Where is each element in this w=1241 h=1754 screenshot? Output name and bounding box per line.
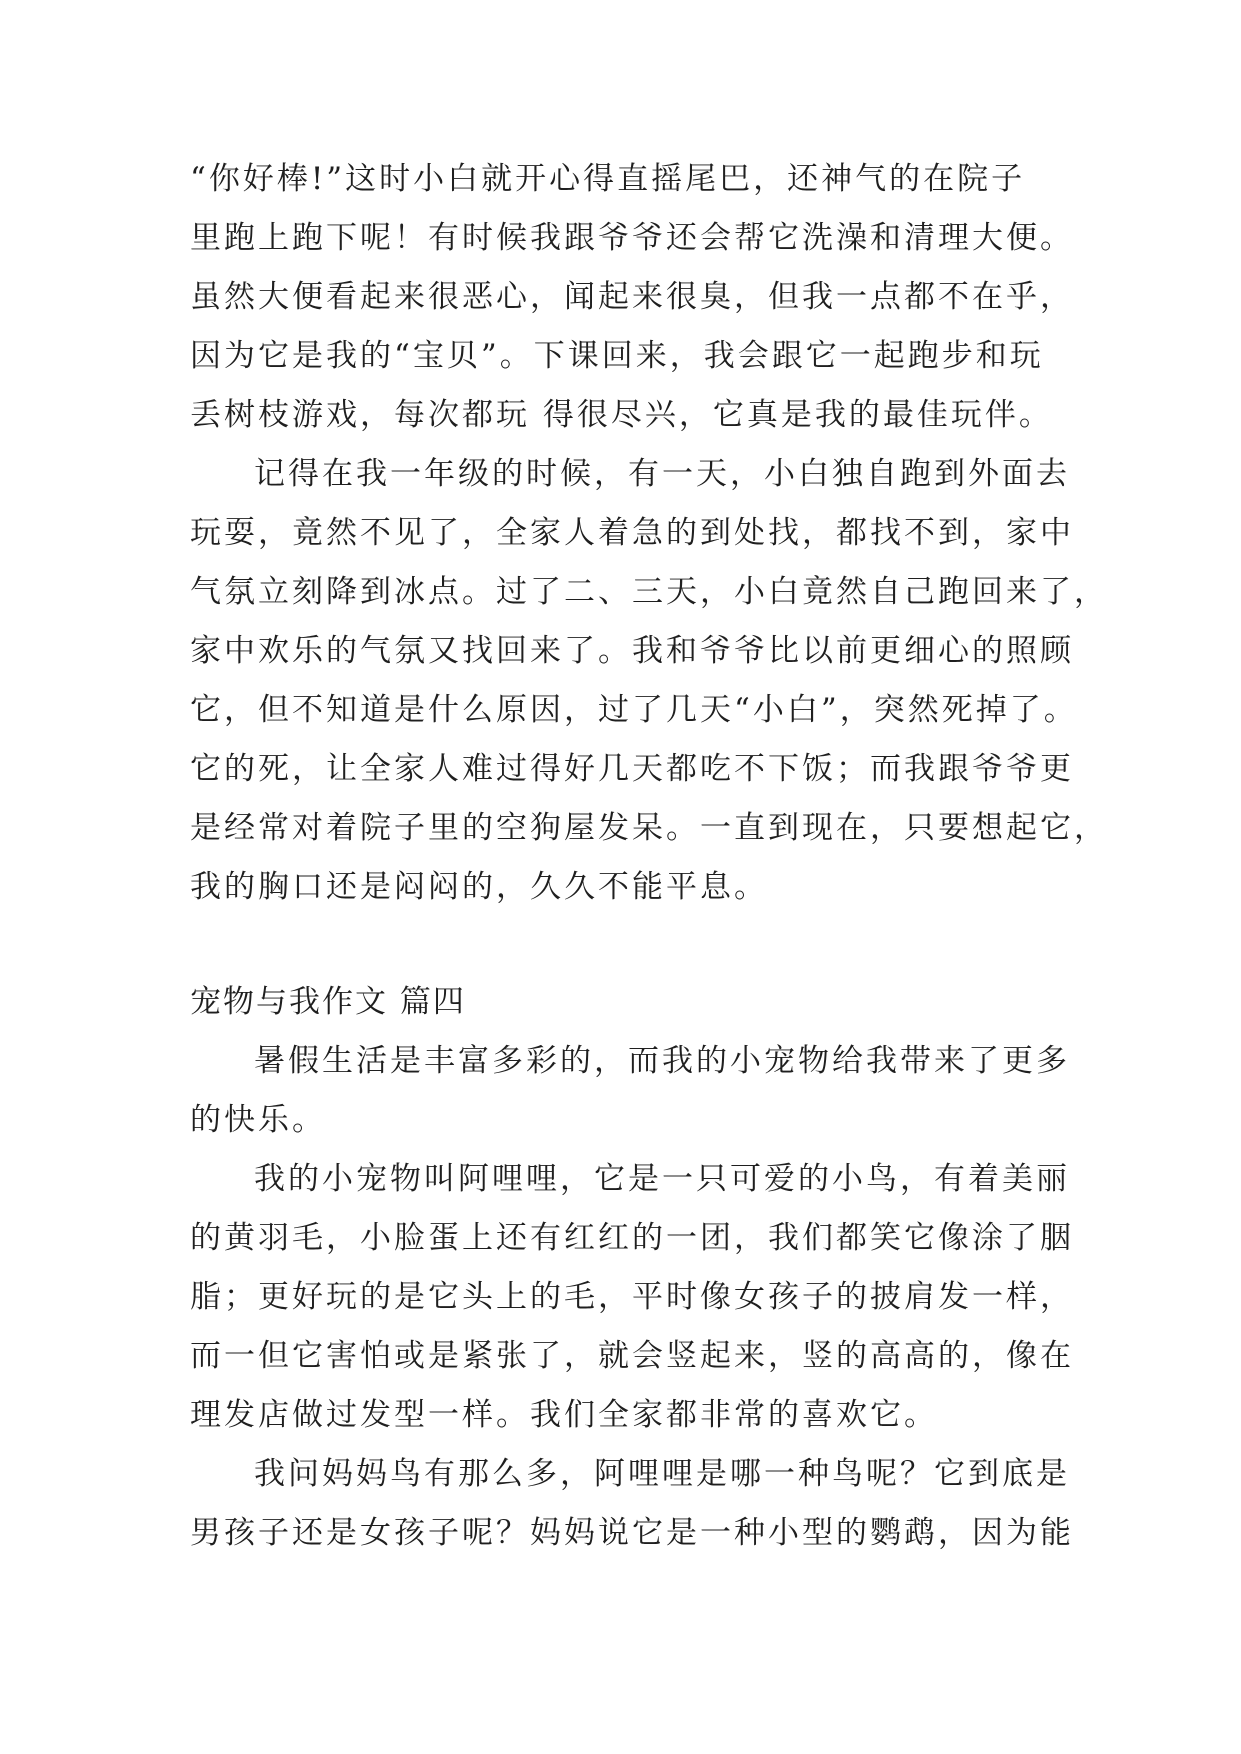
paragraph-gap [190, 917, 1070, 973]
text-line: 理发店做过发型一样。我们全家都非常的喜欢它。 [190, 1397, 938, 1433]
text-line: 我问妈妈鸟有那么多，阿哩哩是哪一种鸟呢？它到底是 [254, 1456, 1070, 1492]
paragraph-memory [190, 445, 1108, 917]
section-heading: 宠物与我作文 篇四 [190, 984, 466, 1020]
text-line: 记得在我一年级的时候，有一天，小白独自跑到外面去 [254, 456, 1070, 492]
text-line: 因为它是我的“宝贝”。下课回来，我会跟它一起跑步和玩 [190, 338, 1044, 374]
text-line: 气氛立刻降到冰点。过了二、三天，小白竟然自己跑回来了， [190, 574, 1108, 610]
text-line: 它的死，让全家人难过得好几天都吃不下饭；而我跟爷爷更 [190, 751, 1074, 787]
text-line: 脂；更好玩的是它头上的毛，平时像女孩子的披肩发一样， [190, 1279, 1074, 1315]
text-line: 暑假生活是丰富多彩的，而我的小宠物给我带来了更多 [254, 1043, 1070, 1079]
text-line: “你好棒!”这时小白就开心得直摇尾巴，还神气的在院子 [190, 161, 1026, 197]
text-line: 丢树枝游戏，每次都玩 得很尽兴，它真是我的最佳玩伴。 [190, 397, 1053, 433]
text-line: 是经常对着院子里的空狗屋发呆。一直到现在，只要想起它， [190, 810, 1108, 846]
text-line: 的快乐。 [190, 1102, 326, 1138]
text-line: 男孩子还是女孩子呢？妈妈说它是一种小型的鹦鹉，因为能 [190, 1515, 1074, 1551]
text-line: 家中欢乐的气氛又找回来了。我和爷爷比以前更细心的照顾 [190, 633, 1074, 669]
text-line: 玩耍，竟然不见了，全家人着急的到处找，都找不到，家中 [190, 515, 1074, 551]
paragraph-intro [190, 1032, 1070, 1150]
text-line: 我的小宠物叫阿哩哩，它是一只可爱的小鸟，有着美丽 [254, 1161, 1070, 1197]
paragraph-question [190, 1445, 1074, 1563]
text-line: 它，但不知道是什么原因，过了几天“小白”，突然死掉了。 [190, 692, 1078, 728]
document-body [190, 150, 1108, 1563]
text-line: 的黄羽毛，小脸蛋上还有红红的一团，我们都笑它像涂了胭 [190, 1220, 1074, 1256]
text-line: 里跑上跑下呢！有时候我跟爷爷还会帮它洗澡和清理大便。 [190, 220, 1074, 256]
paragraph-continuation [190, 150, 1074, 445]
text-line: 我的胸口还是闷闷的，久久不能平息。 [190, 869, 768, 905]
text-line: 虽然大便看起来很恶心，闻起来很臭，但我一点都不在乎， [190, 279, 1074, 315]
paragraph-pet-description [190, 1150, 1074, 1445]
text-line: 而一但它害怕或是紧张了，就会竖起来，竖的高高的，像在 [190, 1338, 1074, 1374]
